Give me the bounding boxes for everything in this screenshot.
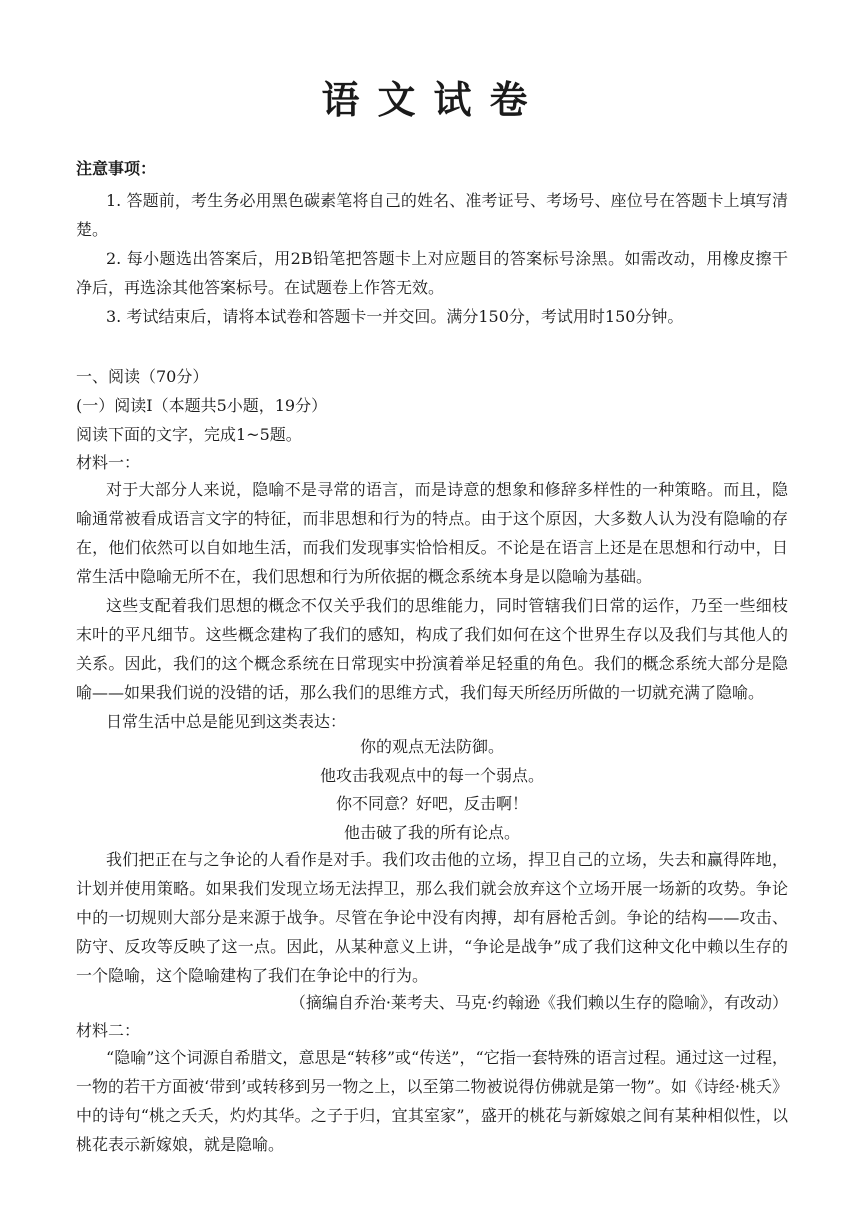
notice-list: [76, 186, 788, 331]
page-title: 语文试卷: [321, 77, 546, 122]
example-line-2: 他攻击我观点中的每一个弱点。: [319, 766, 544, 785]
section-instruction: 阅读下面的文字，完成1~5题。: [76, 425, 302, 444]
example-line-4: 他击破了我的所有论点。: [343, 823, 520, 842]
material1-paragraph-2: 这些支配着我们思想的概念不仅关乎我们的思维能力，同时管辖我们日常的运作，乃至一些细枝末叶的平凡细节。这些概念建构了我们的感知，构成了我们如何在这个世界生存以及我们与其他人的关系。因此，我们的这个概念系统在日常现实中扮演着举足轻重的角色。我们的概念系统大部分是隐喻——如果我们说的没错的话，那么我们的思维方式，我们每天所经历所做的一切就充满了隐喻。: [76, 596, 788, 702]
material1-paragraph-1: 对于大部分人来说，隐喻不是寻常的语言，而是诗意的想象和修辞多样性的一种策略。而且，隐喻通常被看成语言文字的特征，而非思想和行为的特点。由于这个原因，大多数人认为没有隐喻的存在，他们依然可以自如地生活，而我们发现事实恰恰相反。不论是在语言上还是在思想和行动中，日常生活中隐喻无所不在，我们思想和行为所依据的概念系统本身是以隐喻为基础。: [76, 480, 788, 586]
notice-heading: 注意事项：: [76, 159, 157, 178]
material1-source: （摘编自乔治·莱考夫、马克·约翰逊《我们赖以生存的隐喻》，有改动）: [289, 993, 788, 1012]
material1-continuation: [76, 845, 788, 990]
example-line-1: 你的观点无法防御。: [359, 737, 504, 756]
material1-label: 材料一：: [76, 453, 141, 472]
material2-body: [76, 1043, 788, 1159]
material2-paragraph-1: “隐喻”这个词源自希腊文，意思是“转移”或“传送”，“它指一套特殊的语言过程。通过这一过程，一物的若干方面被‘带到’或转移到另一物之上，以至第二物被说得仿佛就是第一物”。如《诗经·桃夭》中的诗句“桃之夭夭，灼灼其华。之子于归，宜其室家”，盛开的桃花与新嫁娘之间有某种相似性，以桃花表示新嫁娘，就是隐喻。: [76, 1048, 788, 1154]
material1-paragraph-3: 日常生活中总是能见到这类表达：: [106, 712, 347, 731]
section-heading: 一、阅读（70分）: [76, 367, 209, 386]
notice-item-3: 3. 考试结束后，请将本试卷和答题卡一并交回。满分150分，考试用时150分钟。: [106, 307, 684, 326]
section-subheading: (一）阅读Ⅰ（本题共5小题，19分）: [76, 396, 328, 415]
example-line-3: 你不同意？好吧，反击啊！: [335, 794, 528, 813]
notice-item-1: 1. 答题前，考生务必用黑色碳素笔将自己的姓名、准考证号、考场号、座位号在答题卡上填写清楚。: [76, 191, 788, 239]
notice-item-2: 2. 每小题选出答案后，用2B铅笔把答题卡上对应题目的答案标号涂黑。如需改动，用橡皮擦干净后，再选涂其他答案标号。在试题卷上作答无效。: [76, 249, 788, 297]
material1-body: [76, 475, 788, 736]
material2-label: 材料二：: [76, 1021, 141, 1040]
material1-paragraph-4: 我们把正在与之争论的人看作是对手。我们攻击他的立场，捍卫自己的立场，失去和赢得阵地，计划并使用策略。如果我们发现立场无法捍卫，那么我们就会放弃这个立场开展一场新的攻势。争论中的一切规则大部分是来源于战争。尽管在争论中没有肉搏，却有唇枪舌剑。争论的结构——攻击、防守、反攻等反映了这一点。因此，从某种意义上讲，“争论是战争”成了我们这种文化中赖以生存的一个隐喻，这个隐喻建构了我们在争论中的行为。: [76, 850, 788, 985]
